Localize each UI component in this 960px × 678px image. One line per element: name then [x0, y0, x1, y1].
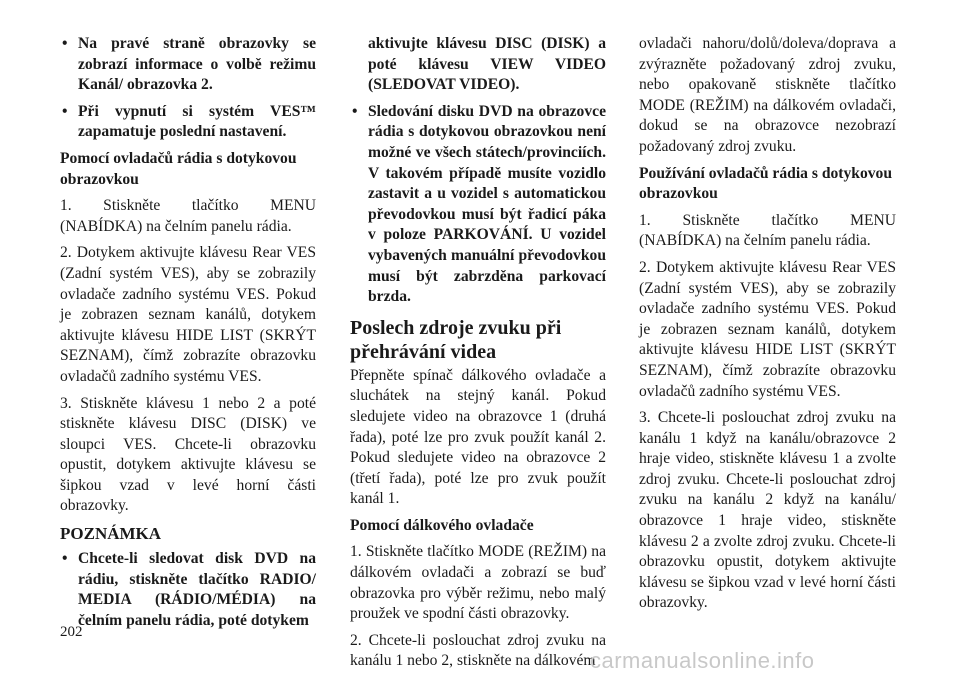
- subheading: Pomocí dálkového ovladače: [350, 516, 534, 534]
- bullet-item-continued: aktivujte klávesu DISC (DISK) a poté klávesu VIEW VIDEO (SLEDOVAT VIDEO).: [368, 35, 606, 94]
- subheading: Používání ovladačů rádia s dotykovou obrazovkou: [639, 164, 893, 203]
- bullet-item: • Sledování disku DVD na obrazovce rádia s dotykovou obrazovkou není možné ve všech státech/provinciích. V takovém případě musíte vozidlo zastavit a u vozidel s automatickou převodovkou musí být řadicí páka v poloze PARKOVÁNÍ. U vozidel vybavených manuální převodovkou musí být zabrzděna parkovací brzda.: [352, 102, 606, 306]
- bullet-dot: •: [62, 550, 68, 568]
- step-paragraph: 2. Chcete-li poslouchat zdroj zvuku na kanálu 1 nebo 2, stiskněte na dálkovém: [350, 631, 606, 670]
- step-paragraph: 2. Dotykem aktivujte klávesu Rear VES (Zadní systém VES), aby se zobrazily ovladače zadního systému VES. Pokud je zobrazen seznam kanálů, dotykem aktivujte klávesu HIDE LIST (SKRÝT SEZNAM), čímž zobrazíte obrazovku ovladačů zadního systému VES.: [60, 244, 316, 385]
- watermark: carmanualsonline.info: [590, 648, 815, 673]
- section-heading: Poslech zdroje zvuku při přehrávání videa: [350, 316, 562, 363]
- note-heading: POZNÁMKA: [60, 524, 162, 544]
- step-paragraph-continued: ovladači nahoru/dolů/doleva/doprava a zvýrazněte požadovaný zdroj zvuku, nebo opakovaně stiskněte tlačítko MODE (REŽIM) na dálkovém ovladači, dokud se na obrazovce nezobrazí požadovaný zdroj zvuku.: [639, 35, 896, 155]
- step-paragraph: 3. Stiskněte klávesu 1 nebo 2 a poté stiskněte klávesu DISC (DISK) ve sloupci VES. Chcete-li obrazovku opustit, dotykem aktivujte klávesu se šipkou vzad v levé horní části obrazovky.: [60, 394, 316, 515]
- bullet-item: • Při vypnutí si systém VES™ zapamatuje poslední nastavení.: [62, 102, 316, 141]
- column-middle: [350, 34, 606, 678]
- bullet-item: • Chcete-li sledovat disk DVD na rádiu, stiskněte tlačítko RADIO/ MEDIA (RÁDIO/MÉDIA) na čelním panelu rádia, poté dotykem: [62, 550, 316, 629]
- column-right: [639, 34, 896, 620]
- step-paragraph: 1. Stiskněte tlačítko MENU (NABÍDKA) na čelním panelu rádia.: [60, 197, 316, 235]
- subheading: Pomocí ovladačů rádia s dotykovou obrazovkou: [60, 149, 297, 188]
- step-paragraph: 3. Chcete-li poslouchat zdroj zvuku na kanálu 1 když na kanálu/obrazovce 2 hraje video, stiskněte klávesu 1 a zvolte zdroj zvuku. Chcete-li poslouchat zdroj zvuku na kanálu 2 když na kanálu/ obrazovce 1 hraje video, stiskněte klávesu 2 a zvolte zdroj zvuku. Chcete-li obrazovku opustit, dotykem aktivujte klávesu se šipkou vzad v levé horní části obrazovky.: [639, 409, 896, 612]
- bullet-item: • Na pravé straně obrazovky se zobrazí informace o volbě režimu Kanál/ obrazovka 2.: [62, 35, 316, 94]
- step-paragraph: 1. Stiskněte tlačítko MENU (NABÍDKA) na čelním panelu rádia.: [639, 211, 896, 250]
- bullet-dot: •: [62, 102, 68, 120]
- step-paragraph: 2. Dotykem aktivujte klávesu Rear VES (Zadní systém VES), aby se zobrazily ovladače zadního systému VES. Pokud je zobrazen seznam kanálů, dotykem aktivujte klávesu HIDE LIST (SKRÝT SEZNAM), čímž zobrazíte obrazovku ovladačů zadního systému VES.: [639, 258, 896, 400]
- page-number: 202: [60, 624, 83, 640]
- bullet-dot: •: [62, 35, 68, 52]
- step-paragraph: 1. Stiskněte tlačítko MODE (REŽIM) na dálkovém ovladači a zobrazí se buď obrazovka pro výběr režimu, nebo malý proužek ve spodní části obrazovky.: [350, 543, 606, 623]
- column-left: [60, 34, 316, 637]
- bullet-dot: •: [352, 102, 358, 120]
- intro-paragraph: Přepněte spínač dálkového ovladače a sluchátek na stejný kanál. Pokud sledujete video na obrazovce 1 (druhá řada), poté lze pro zvuk použít kanál 2. Pokud sledujete video na obrazovce 2 (třetí řada), poté lze pro zvuk použít kanál 1.: [350, 366, 606, 508]
